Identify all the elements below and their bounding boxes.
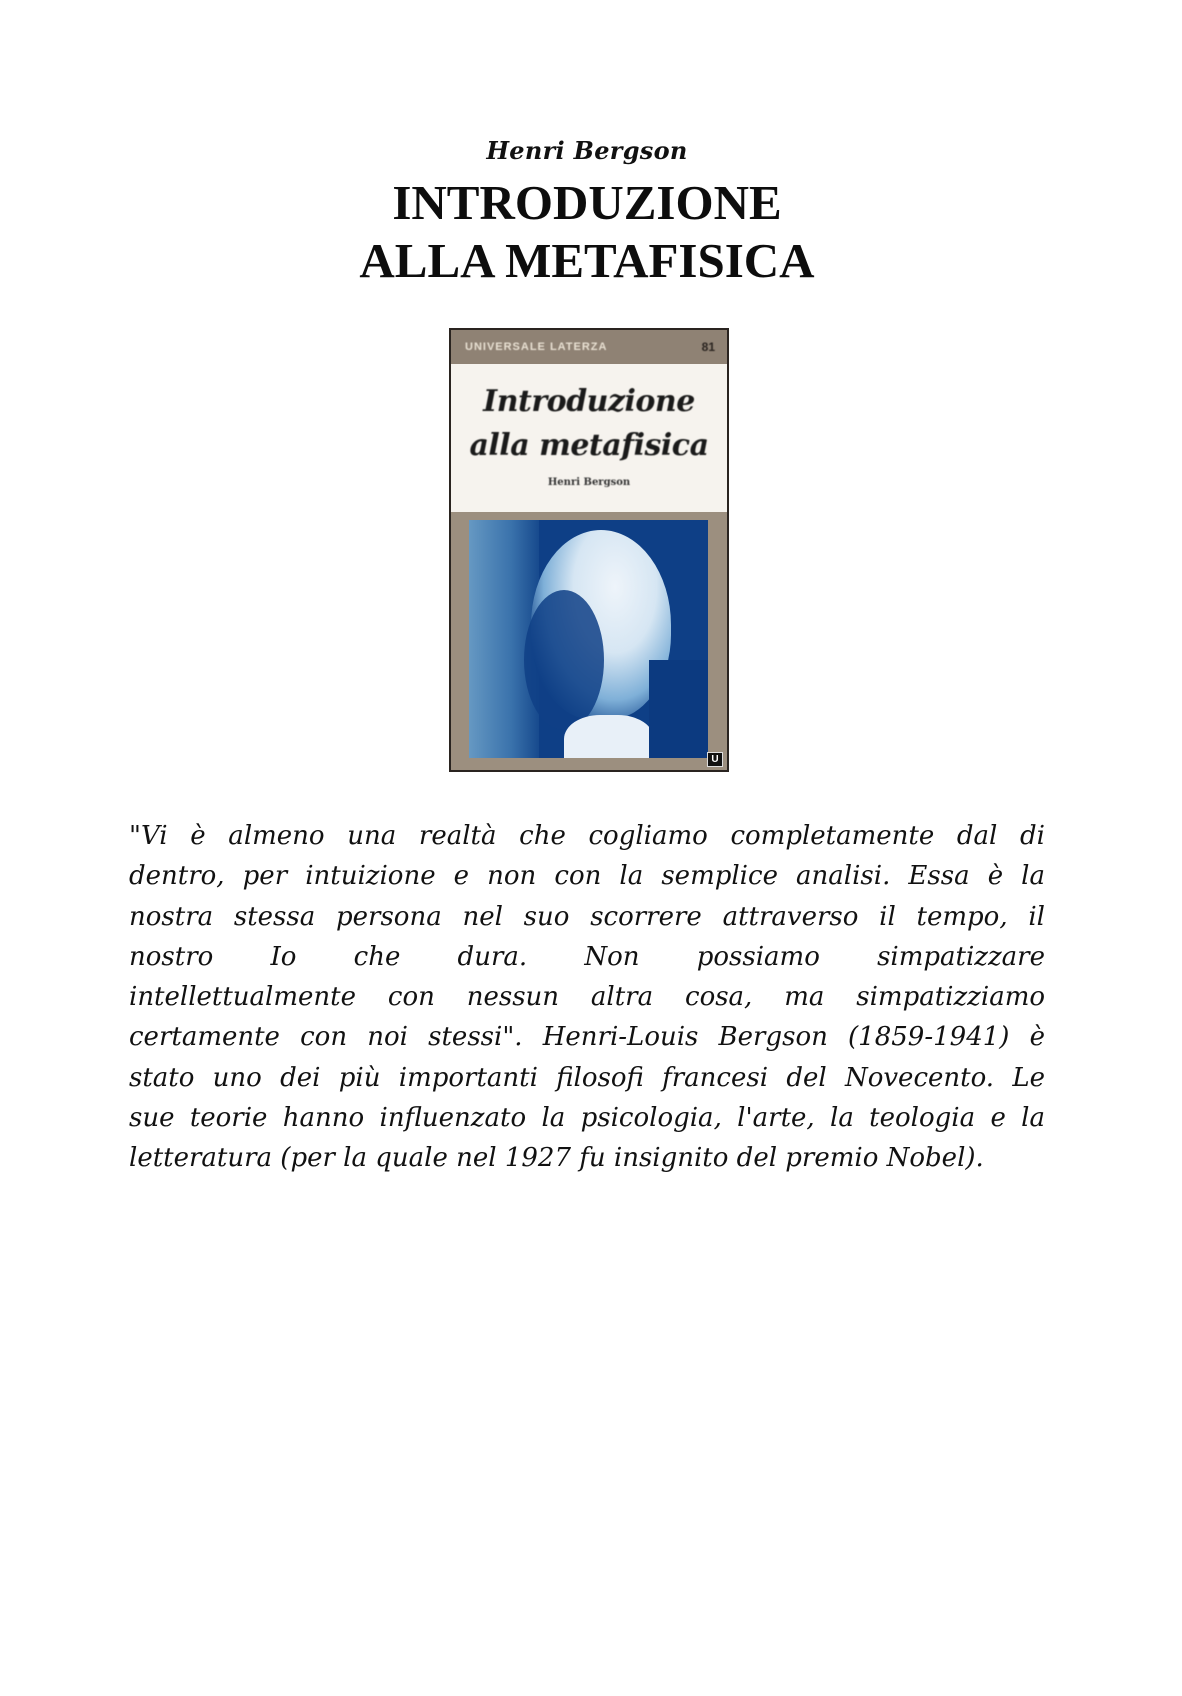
- cover-title-line-2: alla metafisica: [469, 428, 709, 463]
- paragraph-line: stato uno dei più importanti filosofi francesi del Novecento. Le: [129, 1062, 1045, 1093]
- cover-series-number: 81: [701, 340, 715, 354]
- paragraph-line: letteratura (per la quale nel 1927 fu insignito del premio Nobel).: [129, 1143, 984, 1174]
- cover-title: [451, 380, 727, 468]
- author-name: Henri Bergson: [486, 136, 688, 165]
- cover-series-band: [451, 330, 727, 364]
- paragraph-line: sue teorie hanno influenzato la psicologia, l'arte, la teologia e la: [129, 1103, 1045, 1134]
- cover-title-panel: [451, 364, 727, 512]
- paragraph-line: nostra stessa persona nel suo scorrere attraverso il tempo, il: [129, 901, 1045, 932]
- portrait-collar: [564, 715, 654, 758]
- description-paragraph: [129, 816, 1045, 1179]
- paragraph-line: dentro, per intuizione e non con la semplice analisi. Essa è la: [129, 861, 1045, 892]
- cover-title-line-1: Introduzione: [483, 384, 695, 419]
- book-title-line-1: INTRODUZIONE: [392, 175, 782, 230]
- portrait-face-shadow: [524, 590, 604, 730]
- book-title: [0, 174, 1174, 290]
- book-title-line-2: ALLA METAFISICA: [359, 233, 815, 288]
- cover-author: Henri Bergson: [547, 477, 631, 488]
- paragraph-line: "Vi è almeno una realtà che cogliamo completamente dal di: [129, 821, 1045, 851]
- book-cover-image: [449, 328, 729, 772]
- author-portrait: [469, 520, 708, 758]
- paragraph-line: nostro Io che dura. Non possiamo simpatizzare: [129, 941, 1045, 972]
- publisher-logo-icon: U: [707, 752, 723, 767]
- cover-series-label: UNIVERSALE LATERZA: [465, 341, 608, 353]
- paragraph-line: intellettualmente con nessun altra cosa, ma simpatizziamo: [129, 982, 1045, 1013]
- portrait-jacket: [649, 660, 708, 758]
- paragraph-line: certamente con noi stessi". Henri-Louis Bergson (1859-1941) è: [129, 1022, 1045, 1053]
